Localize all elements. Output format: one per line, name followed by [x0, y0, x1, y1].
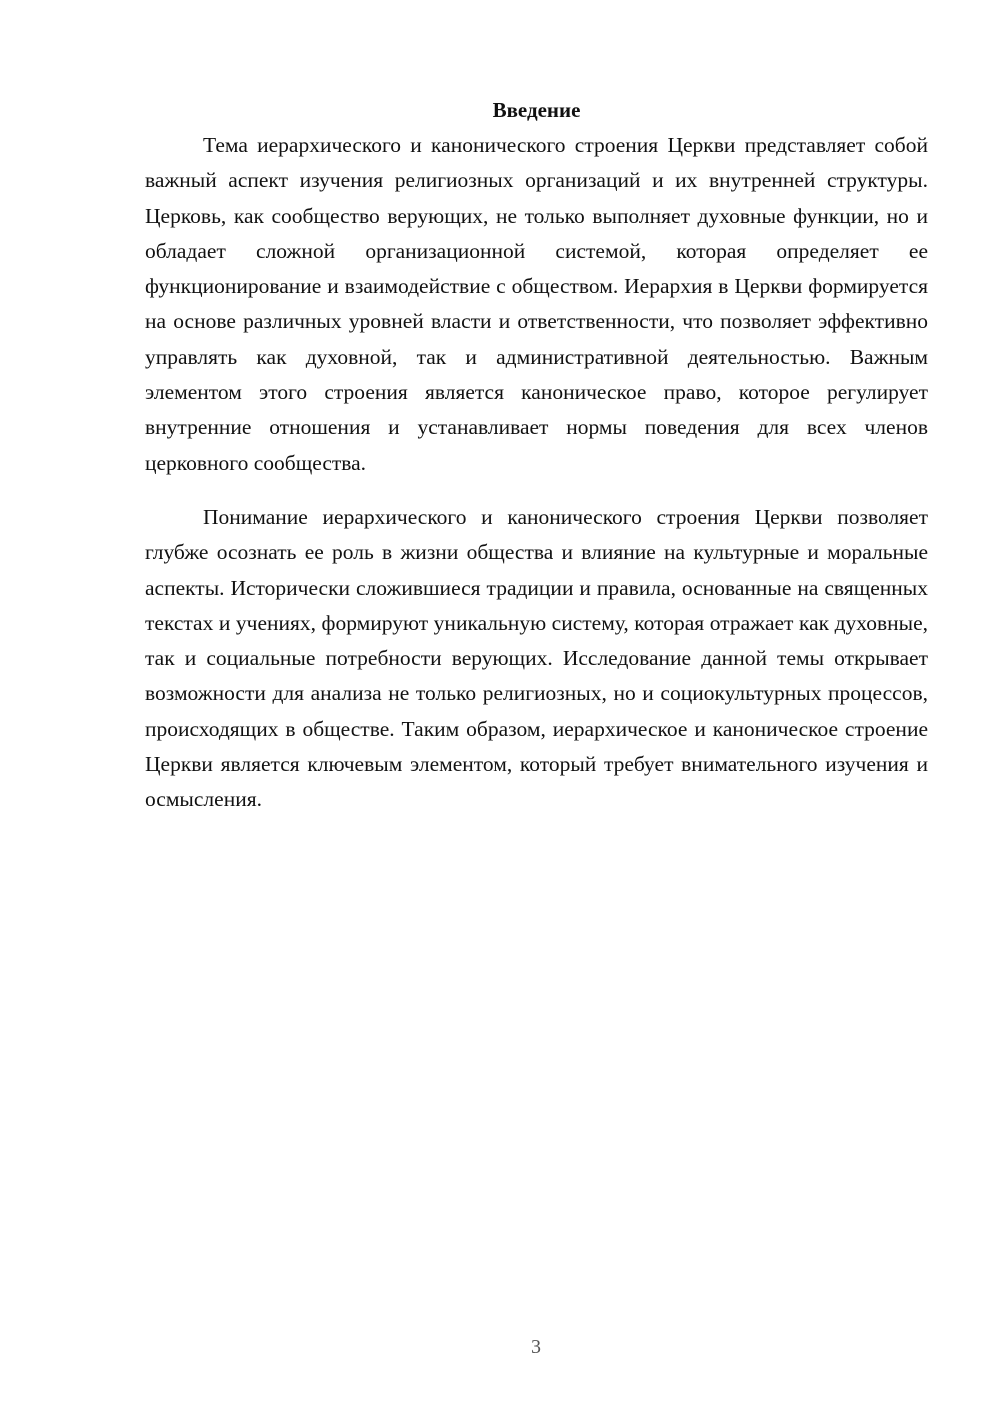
paragraph-intro-topic: Тема иерархического и канонического строения Церкви представляет собой важный аспект изучения религиозных организаций и их внутренней структуры. Церковь, как сообщество верующих, не только выполняет духовные функции, но и обладает сложной организационной системой, которая определяет ее функционирование и взаимодействие с обществом. Иерархия в Церкви формируется на основе различных уровней власти и ответственности, что позволяет эффективно управлять как духовной, так и административной деятельностью. Важным элементом этого строения является каноническое право, которое регулирует внутренние отношения и устанавливает нормы поведения для всех членов церковного сообщества.: [145, 133, 928, 475]
page-number: 3: [531, 1336, 541, 1358]
paragraph-intro-understanding: Понимание иерархического и канонического строения Церкви позволяет глубже осознать ее роль в жизни общества и влияние на культурные и моральные аспекты. Исторически сложившиеся традиции и правила, основанные на священных текстах и учениях, формируют уникальную систему, которая отражает как духовные, так и социальные потребности верующих. Исследование данной темы открывает возможности для анализа не только религиозных, но и социокультурных процессов, происходящих в обществе. Таким образом, иерархическое и каноническое строение Церкви является ключевым элементом, который требует внимательного изучения и осмысления.: [145, 504, 928, 812]
document-body: [145, 92, 928, 818]
section-heading: Введение: [492, 98, 581, 122]
